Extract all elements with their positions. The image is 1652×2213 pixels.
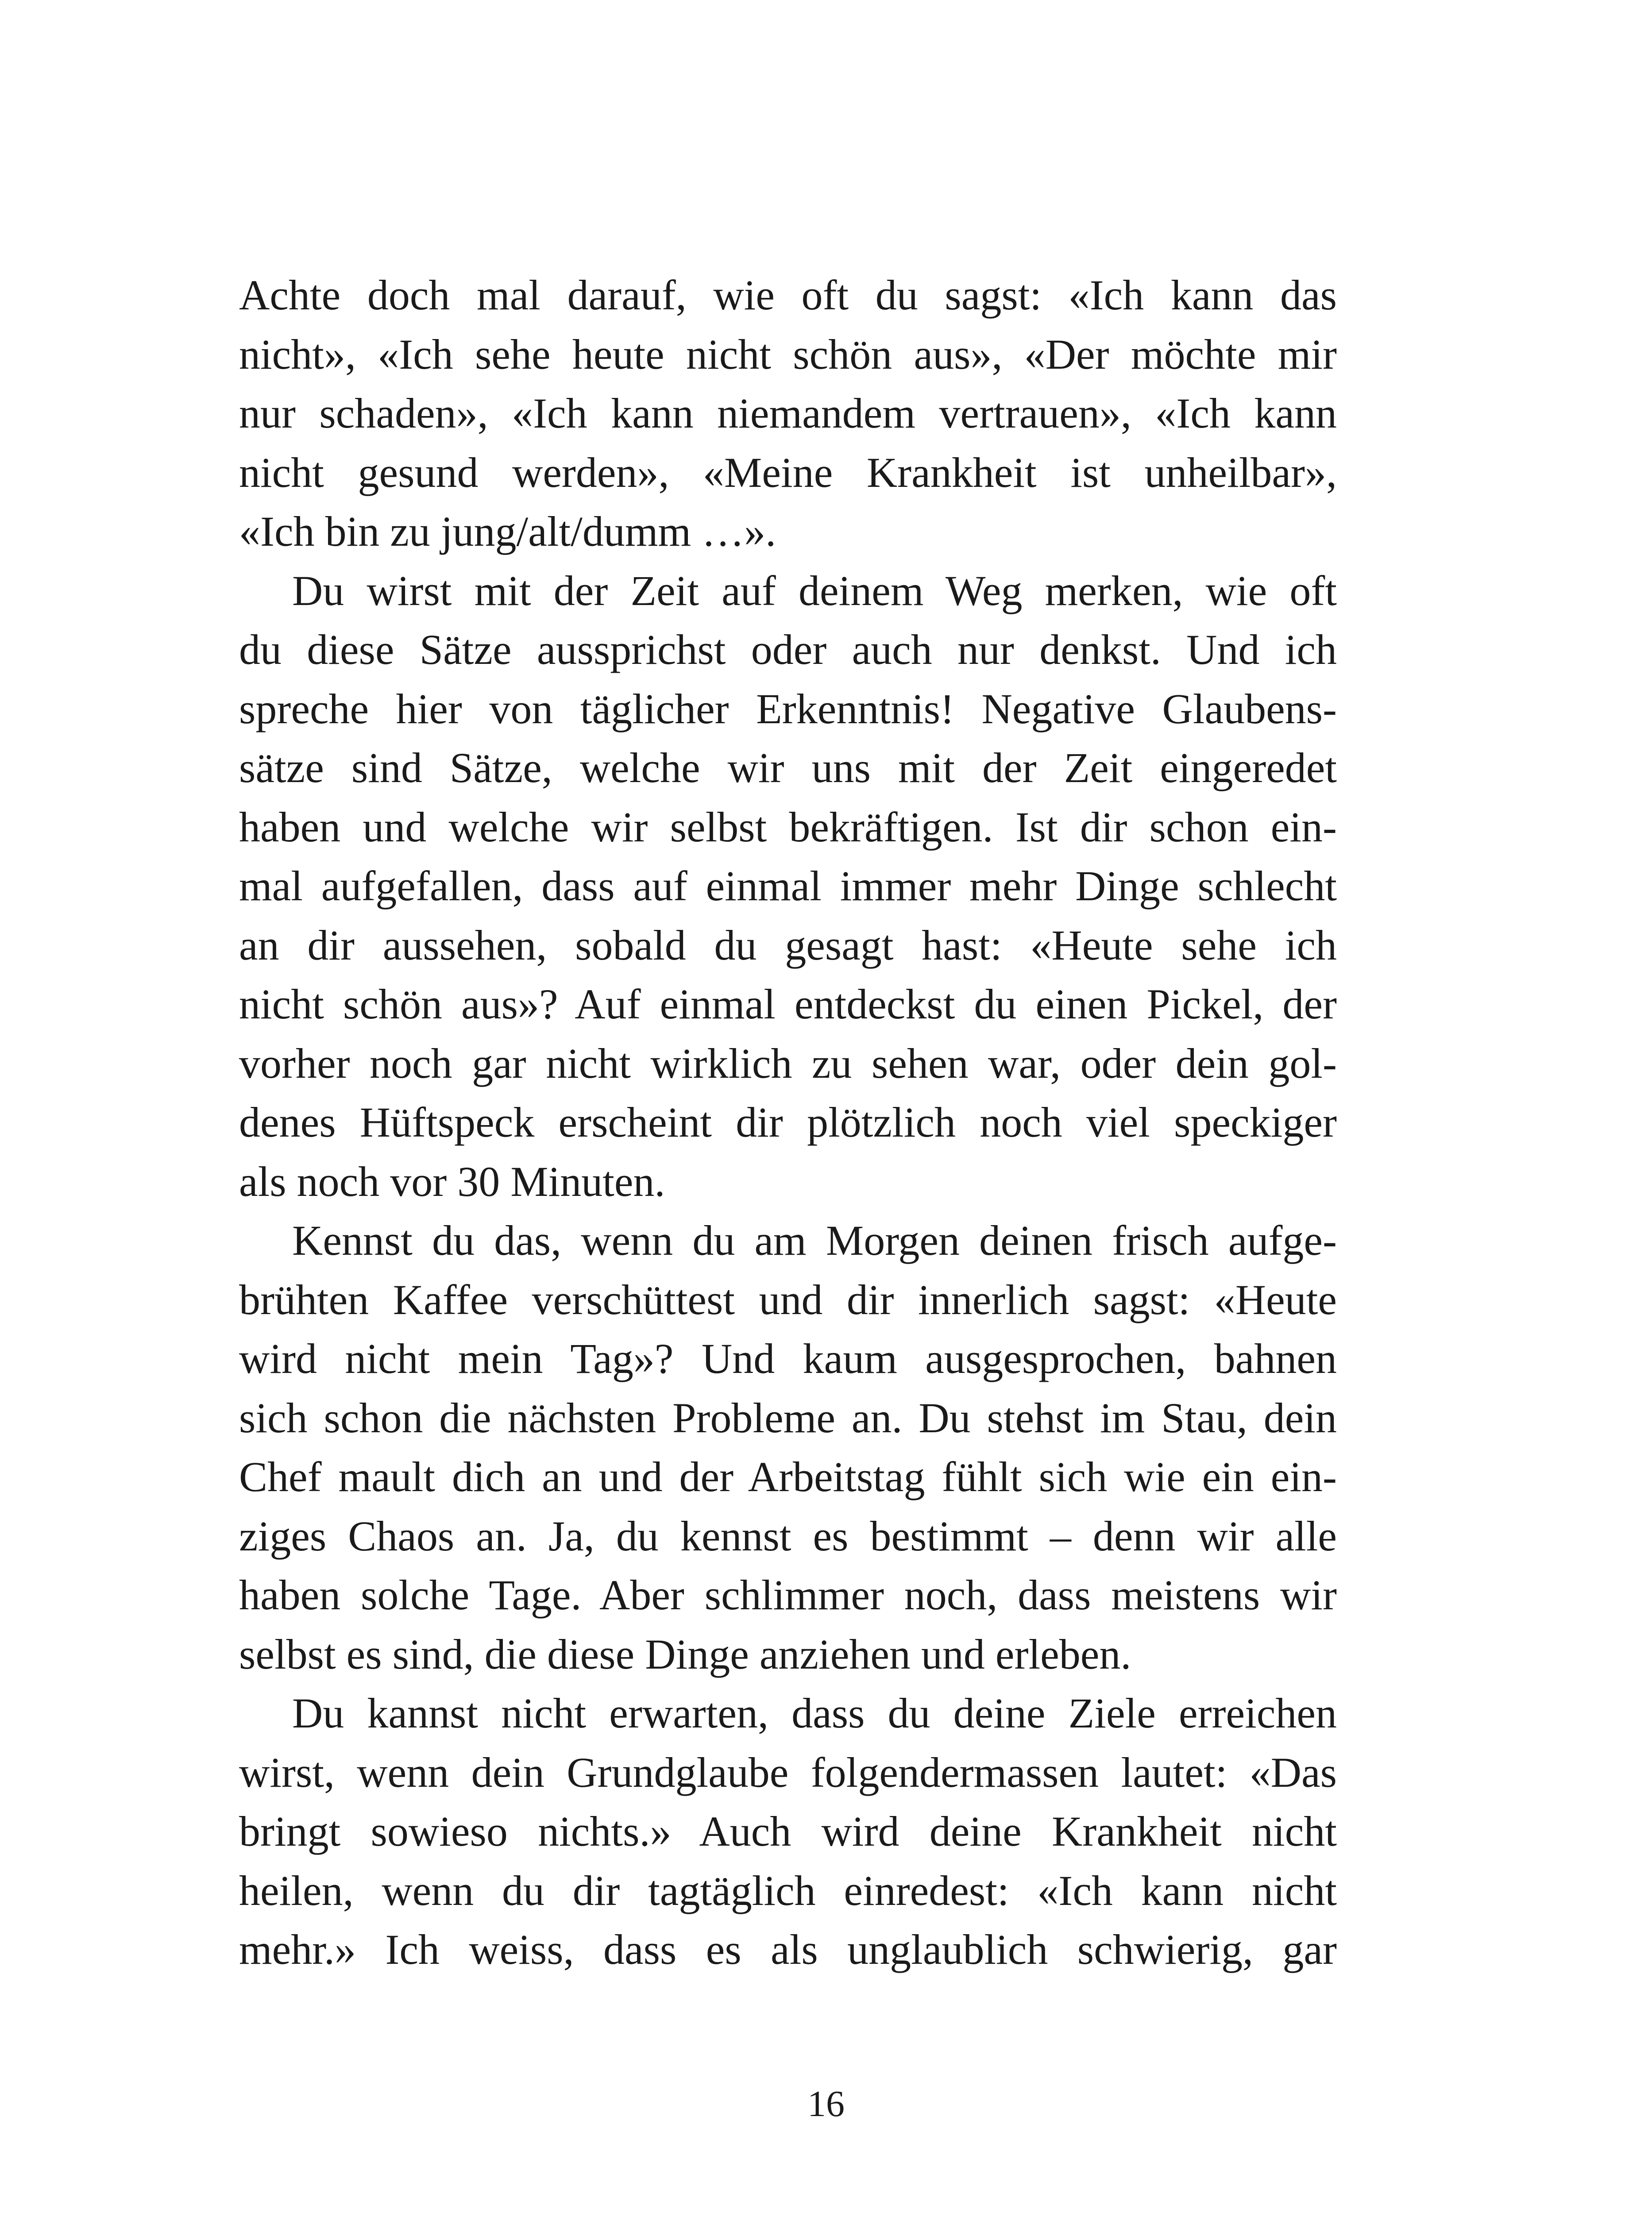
text-line: haben solche Tage. Aber schlimmer noch, dass meistens wir	[239, 1571, 1337, 1619]
text-line: du diese Sätze aussprichst oder auch nur denkst. Und ich	[239, 626, 1337, 673]
text-line: vorher noch gar nicht wirklich zu sehen war, oder dein gol-	[239, 1039, 1337, 1087]
text-line: nicht gesund werden», «Meine Krankheit ist unheilbar»,	[239, 448, 1337, 496]
text-line: spreche hier von täglicher Erkenntnis! Negative Glaubens-	[239, 685, 1337, 733]
text-line: Kennst du das, wenn du am Morgen deinen frisch aufge-	[292, 1217, 1337, 1264]
text-line: nicht schön aus»? Auf einmal entdeckst du einen Pickel, der	[239, 980, 1337, 1028]
text-line: heilen, wenn du dir tagtäglich einredest: «Ich kann nicht	[239, 1866, 1337, 1914]
text-line: nicht», «Ich sehe heute nicht schön aus», «Der möchte mir	[239, 330, 1337, 378]
text-line: Achte doch mal darauf, wie oft du sagst: «Ich kann das	[239, 271, 1337, 319]
text-line: mehr.» Ich weiss, dass es als unglaublich schwierig, gar	[239, 1926, 1337, 1973]
text-line: sich schon die nächsten Probleme an. Du stehst im Stau, dein	[239, 1394, 1337, 1442]
text-line: sätze sind Sätze, welche wir uns mit der Zeit eingeredet	[239, 744, 1337, 791]
text-line: bringt sowieso nichts.» Auch wird deine Krankheit nicht	[239, 1808, 1337, 1855]
text-line: ziges Chaos an. Ja, du kennst es bestimmt – denn wir alle	[239, 1512, 1337, 1560]
text-line: denes Hüftspeck erscheint dir plötzlich noch viel speckiger	[239, 1099, 1337, 1146]
text-line: Du kannst nicht erwarten, dass du deine Ziele erreichen	[292, 1689, 1337, 1737]
text-line: «Ich bin zu jung/alt/dumm …».	[239, 508, 776, 555]
text-line: nur schaden», «Ich kann niemandem vertrauen», «Ich kann	[239, 389, 1337, 437]
text-line: selbst es sind, die diese Dinge anziehen und erleben.	[239, 1630, 1131, 1678]
text-line: mal aufgefallen, dass auf einmal immer mehr Dinge schlecht	[239, 862, 1337, 910]
text-line: Chef mault dich an und der Arbeitstag fühlt sich wie ein ein-	[239, 1453, 1337, 1500]
text-line: haben und welche wir selbst bekräftigen. Ist dir schon ein-	[239, 803, 1337, 851]
text-line: brühten Kaffee verschüttest und dir innerlich sagst: «Heute	[239, 1276, 1337, 1323]
text-line: wird nicht mein Tag»? Und kaum ausgesprochen, bahnen	[239, 1335, 1337, 1382]
page-number: 16	[807, 2083, 845, 2124]
text-line: Du wirst mit der Zeit auf deinem Weg merken, wie oft	[292, 567, 1337, 614]
body-text	[239, 266, 1337, 1979]
text-line: wirst, wenn dein Grundglaube folgendermassen lautet: «Das	[239, 1748, 1337, 1796]
text-line: als noch vor 30 Minuten.	[239, 1157, 665, 1205]
text-line: an dir aussehen, sobald du gesagt hast: «Heute sehe ich	[239, 921, 1337, 969]
